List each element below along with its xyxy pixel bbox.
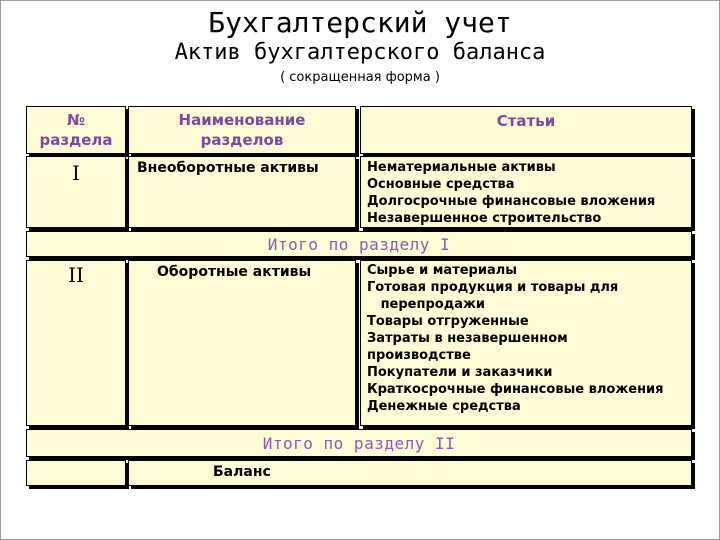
section1-name-text: Внеоборотные активы — [137, 160, 319, 176]
section2-item: Затраты в незавершенном — [367, 331, 568, 346]
section1-item: Основные средства — [367, 177, 515, 192]
header-section-no-line1: № — [66, 111, 86, 129]
page-subtitle: Актив бухгалтерского баланса — [174, 40, 546, 65]
section2-number-text: II — [68, 263, 84, 287]
section2-item: производстве — [367, 348, 471, 363]
balance-empty-cell — [26, 460, 126, 486]
header-section-name — [128, 106, 356, 154]
section1-items — [360, 156, 692, 228]
section2-name — [128, 260, 356, 426]
header-items — [360, 106, 692, 154]
section2-item: Покупатели и заказчики — [367, 365, 553, 380]
header-items-label: Статьи — [496, 112, 556, 130]
header-section-name-line1: Наименование — [178, 111, 306, 129]
header-section-no-line2: раздела — [39, 131, 113, 149]
section1-item: Незавершенное строительство — [367, 211, 602, 226]
section2-item: Денежные средства — [367, 399, 521, 414]
balance-label: Баланс — [213, 464, 271, 480]
section1-total — [26, 231, 692, 257]
page-title: Бухгалтерский учет — [208, 6, 512, 39]
section2-items — [360, 260, 692, 426]
section2-item: Готовая продукция и товары для — [367, 280, 619, 295]
section1-number — [26, 156, 126, 228]
section1-total-text: Итого по разделу I — [267, 235, 451, 254]
section2-item: перепродажи — [367, 297, 486, 312]
section2-total-text: Итого по разделу II — [262, 434, 456, 453]
section1-item: Нематериальные активы — [367, 160, 556, 175]
section2-name-text: Оборотные активы — [157, 264, 312, 280]
section2-total — [26, 429, 692, 457]
section2-item: Краткосрочные финансовые вложения — [367, 382, 664, 397]
header-section-no — [26, 106, 126, 154]
section1-number-text: I — [72, 161, 80, 185]
section1-name — [128, 156, 356, 228]
balance-row — [128, 460, 692, 486]
header-section-name-line2: разделов — [200, 131, 284, 149]
form-note: ( сокращенная форма ) — [280, 70, 440, 85]
section2-number — [26, 260, 126, 426]
section1-item: Долгосрочные финансовые вложения — [367, 194, 656, 209]
section2-item: Товары отгруженные — [367, 314, 529, 329]
section2-item: Сырье и материалы — [367, 263, 518, 278]
